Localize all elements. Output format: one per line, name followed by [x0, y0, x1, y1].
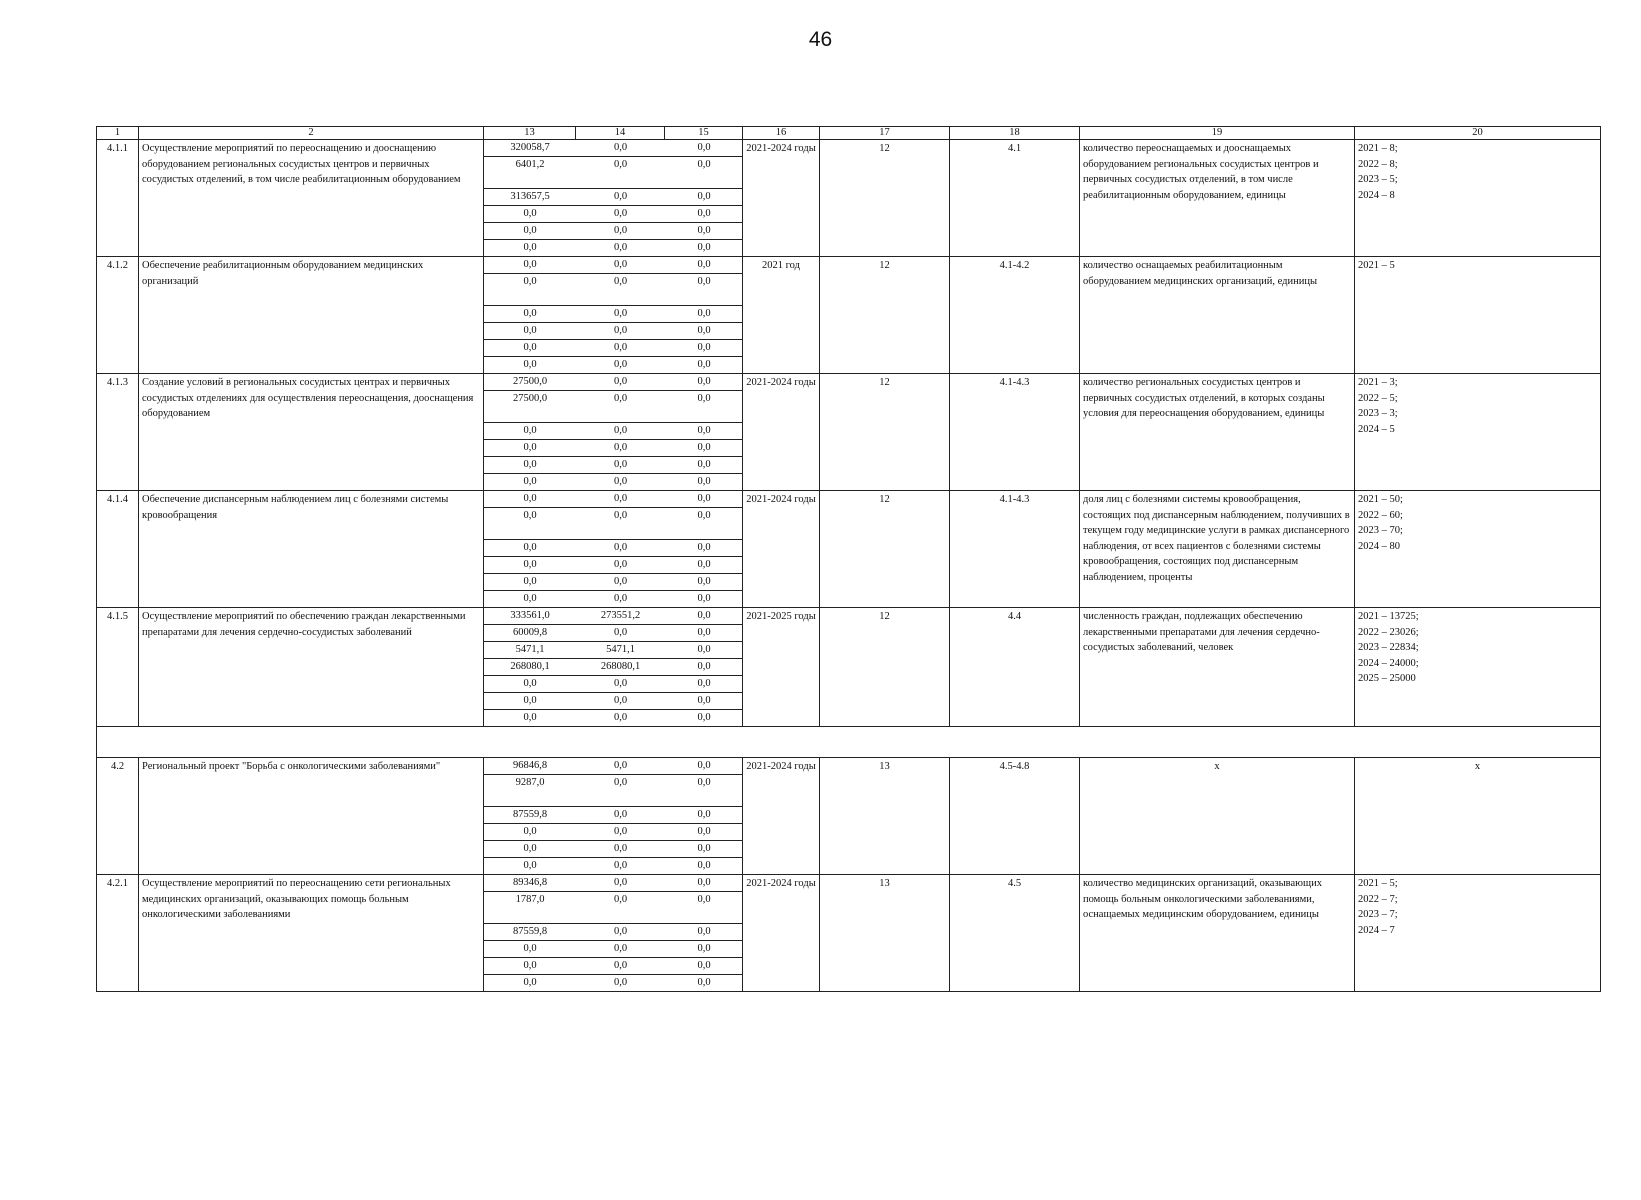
table-row: [97, 374, 1601, 491]
funding-line: [484, 941, 743, 958]
funding-value-14: 0,0: [576, 807, 665, 824]
funding-value-14: 0,0: [576, 693, 665, 710]
funding-value-15: 0,0: [665, 140, 743, 157]
funding-value-13: 0,0: [484, 423, 576, 440]
funding-value-13: 5471,1: [484, 642, 576, 659]
funding-line: [484, 924, 743, 941]
funding-line: [484, 474, 743, 491]
indicator-description: количество переоснащаемых и дооснащаемых оборудованием региональных сосудистых центров и первичных сосудистых отделений, в том числе реабилитационным оборудованием, единицы: [1080, 140, 1355, 257]
funding-value-13: 0,0: [484, 958, 576, 975]
funding-line: [484, 975, 743, 992]
column-header: 16: [743, 127, 820, 140]
indicator-targets: 2021 – 50; 2022 – 60; 2023 – 70; 2024 – 80: [1355, 491, 1601, 608]
funding-line: [484, 807, 743, 824]
funding-value-13: 0,0: [484, 824, 576, 841]
funding-line: [484, 223, 743, 240]
funding-line: [484, 206, 743, 223]
col-17-value: 12: [820, 608, 950, 727]
program-table: [96, 126, 1601, 992]
col-17-value: 12: [820, 374, 950, 491]
funding-value-15: 0,0: [665, 841, 743, 858]
funding-line: [484, 625, 743, 642]
funding-value-13: 87559,8: [484, 807, 576, 824]
funding-value-15: 0,0: [665, 274, 743, 306]
funding-value-14: 0,0: [576, 323, 665, 340]
funding-line: [484, 340, 743, 357]
funding-value-15: 0,0: [665, 924, 743, 941]
funding-value-14: 0,0: [576, 557, 665, 574]
funding-value-14: 0,0: [576, 841, 665, 858]
column-header: 17: [820, 127, 950, 140]
funding-value-14: 0,0: [576, 924, 665, 941]
funding-value-14: 0,0: [576, 824, 665, 841]
program-table-sheet: [96, 126, 1600, 992]
funding-value-15: 0,0: [665, 491, 743, 508]
section-separator-cell: [97, 727, 1601, 758]
indicator-description: количество региональных сосудистых центров и первичных сосудистых отделений, в которых созданы условия для переоснащения оборудованием, единицы: [1080, 374, 1355, 491]
funding-line: [484, 591, 743, 608]
funding-value-13: 0,0: [484, 693, 576, 710]
col-17-value: 12: [820, 257, 950, 374]
funding-value-14: 0,0: [576, 457, 665, 474]
funding-line: [484, 157, 743, 189]
funding-value-14: 0,0: [576, 676, 665, 693]
funding-value-15: 0,0: [697, 359, 711, 370]
implementation-period: 2021 год: [743, 257, 820, 374]
indicator-targets: 2021 – 8; 2022 – 8; 2023 – 5; 2024 – 8: [1355, 140, 1601, 257]
section-separator-row: [97, 727, 1601, 758]
funding-value-13: 0,0: [484, 223, 576, 240]
funding-values: [484, 875, 743, 992]
col-18-value: 4.1-4.2: [950, 257, 1080, 374]
col-18-value: 4.1-4.3: [950, 374, 1080, 491]
funding-value-13: 0,0: [484, 457, 576, 474]
funding-line: [484, 357, 743, 374]
funding-value-15: 0,0: [665, 608, 743, 625]
funding-line: [484, 659, 743, 676]
funding-value-13: 87559,8: [484, 924, 576, 941]
funding-value-14: 0,0: [576, 257, 665, 274]
funding-value-15: 0,0: [665, 540, 743, 557]
column-header: 14: [576, 127, 665, 140]
implementation-period: 2021-2024 годы: [743, 491, 820, 608]
funding-value-15: 0,0: [665, 440, 743, 457]
col-17-value: 13: [820, 875, 950, 992]
funding-value-14: 0,0: [576, 140, 665, 157]
funding-value-13: 0,0: [484, 491, 576, 508]
funding-value-15: 0,0: [665, 892, 743, 924]
funding-value-13: 0,0: [484, 440, 576, 457]
funding-line: [484, 374, 743, 391]
funding-value-15: 0,0: [665, 875, 743, 892]
row-number: 4.1.4: [97, 491, 139, 608]
funding-line: [484, 491, 743, 508]
funding-value-13: 333561,0: [484, 608, 576, 625]
funding-line: [484, 775, 743, 807]
table-row: [97, 140, 1601, 257]
funding-value-13: 0,0: [484, 274, 576, 306]
funding-value-15: 0,0: [665, 557, 743, 574]
funding-value-13: 0,0: [523, 359, 537, 370]
funding-value-15: 0,0: [697, 977, 711, 988]
funding-value-13: 27500,0: [484, 374, 576, 391]
funding-value-14: 0,0: [613, 359, 628, 370]
funding-subtable: [484, 257, 743, 373]
funding-value-14: 0,0: [576, 423, 665, 440]
funding-value-15: 0,0: [665, 323, 743, 340]
col-18-value: 4.1: [950, 140, 1080, 257]
col-17-value: 13: [820, 758, 950, 875]
funding-value-13: 0,0: [484, 841, 576, 858]
activity-name: Обеспечение диспансерным наблюдением лиц с болезнями системы кровообращения: [139, 491, 484, 608]
funding-value-15: 0,0: [665, 157, 743, 189]
funding-line: [484, 693, 743, 710]
funding-value-13: 0,0: [484, 340, 576, 357]
table-row: [97, 257, 1601, 374]
implementation-period: 2021-2025 годы: [743, 608, 820, 727]
funding-value-14: 0,0: [576, 340, 665, 357]
column-number-header-row: [97, 127, 1601, 140]
activity-name: Осуществление мероприятий по переоснащению сети региональных медицинских организаций, оказывающих помощь больным онкологическими заболеваниями: [139, 875, 484, 992]
activity-name: Обеспечение реабилитационным оборудованием медицинских организаций: [139, 257, 484, 374]
funding-value-13: 0,0: [484, 306, 576, 323]
implementation-period: 2021-2024 годы: [743, 875, 820, 992]
funding-value-14: 0,0: [576, 540, 665, 557]
funding-value-15: 0,0: [665, 374, 743, 391]
table-row: [97, 608, 1601, 727]
funding-value-13: 1787,0: [484, 892, 576, 924]
funding-value-13: 0,0: [484, 206, 576, 223]
funding-value-13: 9287,0: [484, 775, 576, 807]
funding-subtable: [484, 608, 743, 726]
column-header: 19: [1080, 127, 1355, 140]
funding-value-14: 0,0: [576, 440, 665, 457]
funding-line: [484, 841, 743, 858]
indicator-targets: 2021 – 13725; 2022 – 23026; 2023 – 22834; 2024 – 24000; 2025 – 25000: [1355, 608, 1601, 727]
funding-value-14: 0,0: [576, 875, 665, 892]
column-header: 15: [665, 127, 743, 140]
funding-value-14: 0,0: [576, 574, 665, 591]
page-number: 46: [808, 28, 833, 51]
funding-value-13: 0,0: [484, 540, 576, 557]
funding-value-14: 0,0: [576, 758, 665, 775]
row-number: 4.2: [97, 758, 139, 875]
funding-value-13: 96846,8: [484, 758, 576, 775]
funding-line: [484, 189, 743, 206]
funding-values: [484, 608, 743, 727]
column-header: 2: [139, 127, 484, 140]
funding-value-15: 0,0: [665, 423, 743, 440]
funding-value-14: 0,0: [576, 206, 665, 223]
funding-value-15: 0,0: [665, 775, 743, 807]
funding-value-15: 0,0: [665, 807, 743, 824]
funding-line: [484, 676, 743, 693]
funding-value-13: 6401,2: [484, 157, 576, 189]
funding-line: [484, 140, 743, 157]
funding-subtable: [484, 374, 743, 490]
column-header: 1: [97, 127, 139, 140]
funding-value-15: 0,0: [665, 457, 743, 474]
activity-name: Создание условий в региональных сосудистых центрах и первичных сосудистых отделениях для осуществления переоснащения, дооснащения оборудованием: [139, 374, 484, 491]
funding-value-14: 0,0: [576, 274, 665, 306]
funding-value-14: 0,0: [576, 958, 665, 975]
funding-value-15: 0,0: [697, 242, 711, 253]
col-18-value: 4.1-4.3: [950, 491, 1080, 608]
funding-value-15: 0,0: [665, 508, 743, 540]
funding-value-14: 0,0: [576, 491, 665, 508]
funding-line: [484, 457, 743, 474]
funding-value-14: 0,0: [576, 306, 665, 323]
funding-value-15: 0,0: [697, 476, 711, 487]
funding-value-14: 0,0: [613, 860, 628, 871]
funding-value-14: 5471,1: [576, 642, 665, 659]
funding-value-14: 0,0: [576, 508, 665, 540]
funding-value-14: 0,0: [576, 941, 665, 958]
funding-line: [484, 391, 743, 423]
funding-value-15: 0,0: [665, 306, 743, 323]
funding-value-14: 268080,1: [576, 659, 665, 676]
row-number: 4.1.2: [97, 257, 139, 374]
funding-value-13: 313657,5: [484, 189, 576, 206]
funding-value-15: 0,0: [697, 712, 711, 723]
indicator-description: количество медицинских организаций, оказывающих помощь больным онкологическими заболеваниями, оснащаемых медицинским оборудованием, единицы: [1080, 875, 1355, 992]
funding-value-15: 0,0: [665, 625, 743, 642]
funding-value-15: 0,0: [665, 958, 743, 975]
table-row: [97, 758, 1601, 875]
funding-line: [484, 858, 743, 875]
funding-line: [484, 508, 743, 540]
funding-line: [484, 875, 743, 892]
activity-name: Региональный проект "Борьба с онкологическими заболеваниями": [139, 758, 484, 875]
funding-values: [484, 758, 743, 875]
funding-value-13: 60009,8: [484, 625, 576, 642]
funding-value-14: 0,0: [613, 977, 628, 988]
funding-value-13: 0,0: [523, 712, 537, 723]
funding-value-15: 0,0: [665, 693, 743, 710]
funding-subtable: [484, 875, 743, 991]
funding-value-14: 0,0: [576, 892, 665, 924]
indicator-targets: 2021 – 5: [1355, 257, 1601, 374]
funding-value-13: 0,0: [484, 574, 576, 591]
funding-value-15: 0,0: [665, 758, 743, 775]
funding-value-13: 0,0: [523, 860, 537, 871]
row-number: 4.2.1: [97, 875, 139, 992]
funding-value-15: 0,0: [665, 824, 743, 841]
funding-line: [484, 440, 743, 457]
funding-line: [484, 306, 743, 323]
funding-subtable: [484, 491, 743, 607]
col-17-value: 12: [820, 491, 950, 608]
implementation-period: 2021-2024 годы: [743, 758, 820, 875]
funding-value-13: 0,0: [484, 323, 576, 340]
implementation-period: 2021-2024 годы: [743, 140, 820, 257]
indicator-description: количество оснащаемых реабилитационным оборудованием медицинских организаций, единицы: [1080, 257, 1355, 374]
funding-value-15: 0,0: [665, 189, 743, 206]
indicator-description: х: [1080, 758, 1355, 875]
column-header: 18: [950, 127, 1080, 140]
indicator-description: численность граждан, подлежащих обеспечению лекарственными препаратами для лечения сердечно-сосудистых заболеваний, человек: [1080, 608, 1355, 727]
funding-value-13: 0,0: [484, 257, 576, 274]
funding-values: [484, 374, 743, 491]
funding-line: [484, 274, 743, 306]
funding-value-15: 0,0: [697, 593, 711, 604]
funding-subtable: [484, 140, 743, 256]
funding-line: [484, 557, 743, 574]
funding-line: [484, 240, 743, 257]
funding-line: [484, 323, 743, 340]
funding-value-13: 0,0: [523, 977, 537, 988]
funding-values: [484, 257, 743, 374]
funding-value-15: 0,0: [665, 642, 743, 659]
funding-line: [484, 958, 743, 975]
funding-values: [484, 140, 743, 257]
activity-name: Осуществление мероприятий по переоснащению и дооснащению оборудованием региональных сосудистых центров и первичных сосудистых отделений, в том числе реабилитационным оборудованием: [139, 140, 484, 257]
activity-name: Осуществление мероприятий по обеспечению граждан лекарственными препаратами для лечения сердечно-сосудистых заболеваний: [139, 608, 484, 727]
funding-line: [484, 642, 743, 659]
funding-value-15: 0,0: [665, 659, 743, 676]
funding-value-14: 0,0: [613, 712, 628, 723]
funding-value-15: 0,0: [665, 340, 743, 357]
funding-value-13: 27500,0: [484, 391, 576, 423]
row-number: 4.1.1: [97, 140, 139, 257]
funding-line: [484, 758, 743, 775]
funding-value-13: 0,0: [484, 508, 576, 540]
row-number: 4.1.5: [97, 608, 139, 727]
row-number: 4.1.3: [97, 374, 139, 491]
funding-value-14: 0,0: [576, 625, 665, 642]
funding-line: [484, 574, 743, 591]
funding-value-15: 0,0: [665, 257, 743, 274]
funding-value-13: 0,0: [523, 242, 537, 253]
funding-value-13: 268080,1: [484, 659, 576, 676]
funding-value-14: 273551,2: [576, 608, 665, 625]
col-18-value: 4.5: [950, 875, 1080, 992]
funding-line: [484, 540, 743, 557]
funding-value-14: 0,0: [576, 775, 665, 807]
funding-value-14: 0,0: [576, 223, 665, 240]
funding-value-15: 0,0: [665, 676, 743, 693]
funding-value-15: 0,0: [665, 223, 743, 240]
funding-line: [484, 892, 743, 924]
funding-values: [484, 491, 743, 608]
column-header: 13: [484, 127, 576, 140]
funding-line: [484, 257, 743, 274]
funding-line: [484, 710, 743, 727]
funding-value-14: 0,0: [613, 242, 628, 253]
funding-subtable: [484, 758, 743, 874]
funding-value-15: 0,0: [697, 860, 711, 871]
funding-value-15: 0,0: [665, 206, 743, 223]
funding-line: [484, 608, 743, 625]
table-row: [97, 491, 1601, 608]
funding-value-13: 0,0: [523, 476, 537, 487]
funding-value-13: 89346,8: [484, 875, 576, 892]
funding-value-15: 0,0: [665, 574, 743, 591]
funding-value-13: 0,0: [484, 557, 576, 574]
col-17-value: 12: [820, 140, 950, 257]
funding-value-14: 0,0: [576, 157, 665, 189]
funding-value-14: 0,0: [576, 391, 665, 423]
funding-value-13: 0,0: [484, 941, 576, 958]
funding-value-13: 320058,7: [484, 140, 576, 157]
funding-value-14: 0,0: [613, 476, 628, 487]
funding-value-13: 0,0: [484, 676, 576, 693]
funding-value-15: 0,0: [665, 941, 743, 958]
indicator-description: доля лиц с болезнями системы кровообращения, состоящих под диспансерным наблюдением, получивших в текущем году медицинские услуги в рамках диспансерного наблюдения, от всех пациентов с болезнями системы кровообращения, состоящих под диспансерным наблюдением, проценты: [1080, 491, 1355, 608]
funding-value-14: 0,0: [576, 374, 665, 391]
funding-value-14: 0,0: [613, 593, 628, 604]
indicator-targets: 2021 – 3; 2022 – 5; 2023 – 3; 2024 – 5: [1355, 374, 1601, 491]
funding-value-15: 0,0: [665, 391, 743, 423]
col-18-value: 4.4: [950, 608, 1080, 727]
funding-line: [484, 824, 743, 841]
col-18-value: 4.5-4.8: [950, 758, 1080, 875]
funding-value-14: 0,0: [576, 189, 665, 206]
implementation-period: 2021-2024 годы: [743, 374, 820, 491]
indicator-targets: х: [1355, 758, 1601, 875]
column-header: 20: [1355, 127, 1601, 140]
funding-value-13: 0,0: [523, 593, 537, 604]
table-row: [97, 875, 1601, 992]
funding-line: [484, 423, 743, 440]
indicator-targets: 2021 – 5; 2022 – 7; 2023 – 7; 2024 – 7: [1355, 875, 1601, 992]
